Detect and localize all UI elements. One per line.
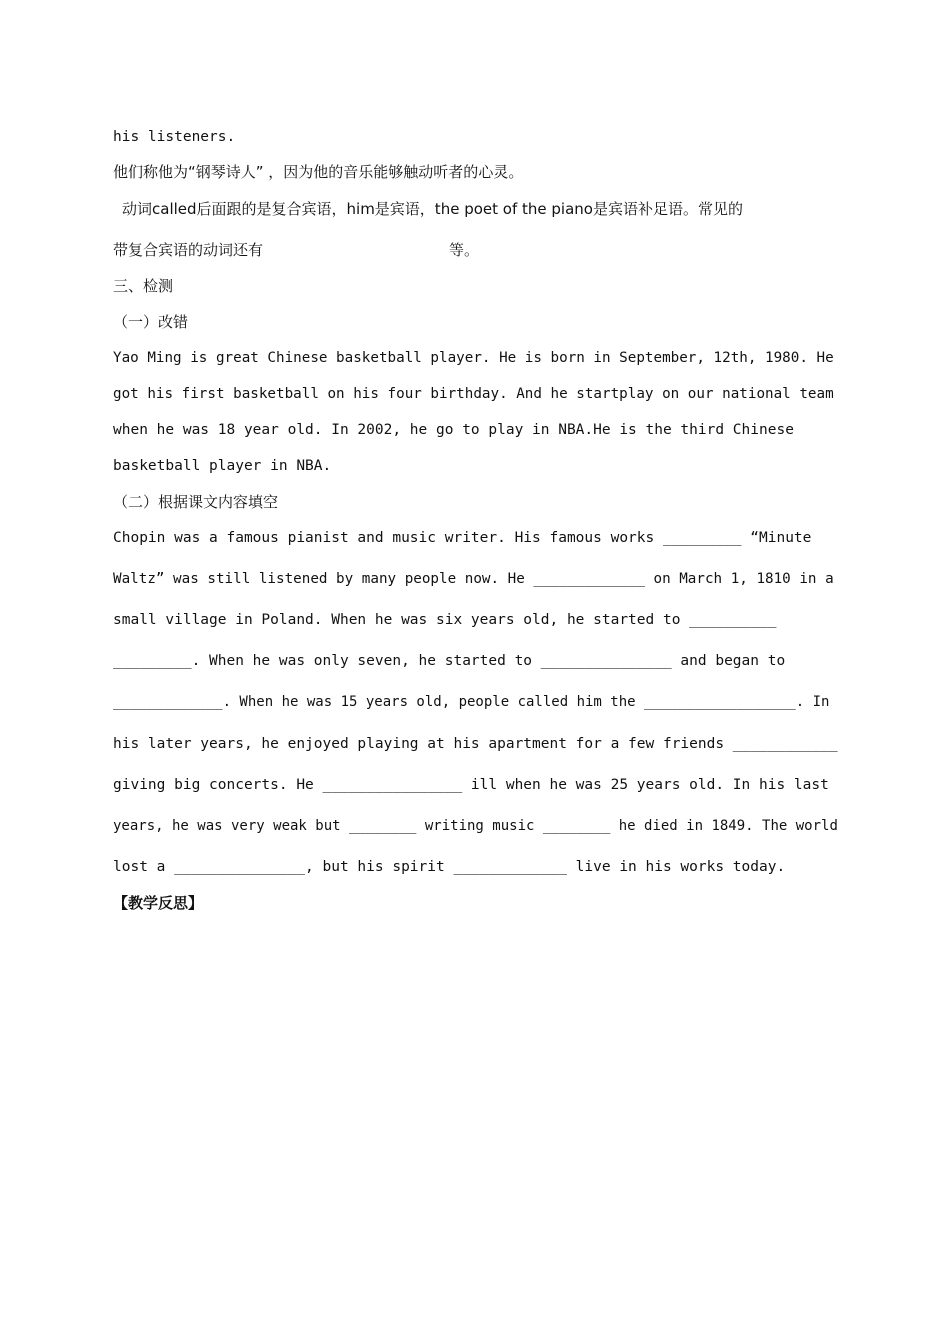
text-fragment: 带复合宾语的动词还有 [113,241,264,259]
text-line: small village in Poland. When he was six years old, he started to __________ [113,612,777,628]
text-line: his later years, he enjoyed playing at his apartment for a few friends ____________ [113,736,838,752]
text-line [113,239,837,261]
text-line: Chopin was a famous pianist and music writer. His famous works _________ “Minute [113,530,812,546]
text-line: 他们称他为“钢琴诗人” ，因为他的音乐能够触动听者的心灵。 [113,163,524,181]
text-line: giving big concerts. He ________________ ill when he was 25 years old. In his last [113,777,829,793]
text-line: Waltz” was still listened by many people now. He _____________ on March 1, 1810 in a [113,571,834,587]
text-line: _____________. When he was 15 years old, people called him the __________________. In [113,694,830,710]
text-line: 动词called后面跟的是复合宾语，him是宾语，the poet of the piano是宾语补足语。常见的 [122,200,743,218]
subsection-heading: （二）根据课文内容填空 [113,493,279,511]
text-line: _________. When he was only seven, he started to _______________ and began to [113,653,786,669]
text-line: Yao Ming is great Chinese basketball player. He is born in September, 12th, 1980. He [113,350,834,366]
text-line: got his first basketball on his four birthday. And he startplay on our national team [113,386,834,402]
section-heading: 三、检测 [113,277,174,295]
text-line: when he was 18 year old. In 2002, he go to play in NBA.He is the third Chinese [113,422,794,438]
section-heading: 【教学反思】 [113,894,204,912]
text-line: years, he was very weak but ________ writing music ________ he died in 1849. The world [113,818,838,834]
text-line: his listeners. [113,129,236,145]
subsection-heading: （一）改错 [113,313,189,331]
text-fragment: 等。 [449,241,480,259]
text-line: basketball player in NBA. [113,458,332,474]
text-line: lost a _______________, but his spirit _____________ live in his works today. [113,859,786,875]
